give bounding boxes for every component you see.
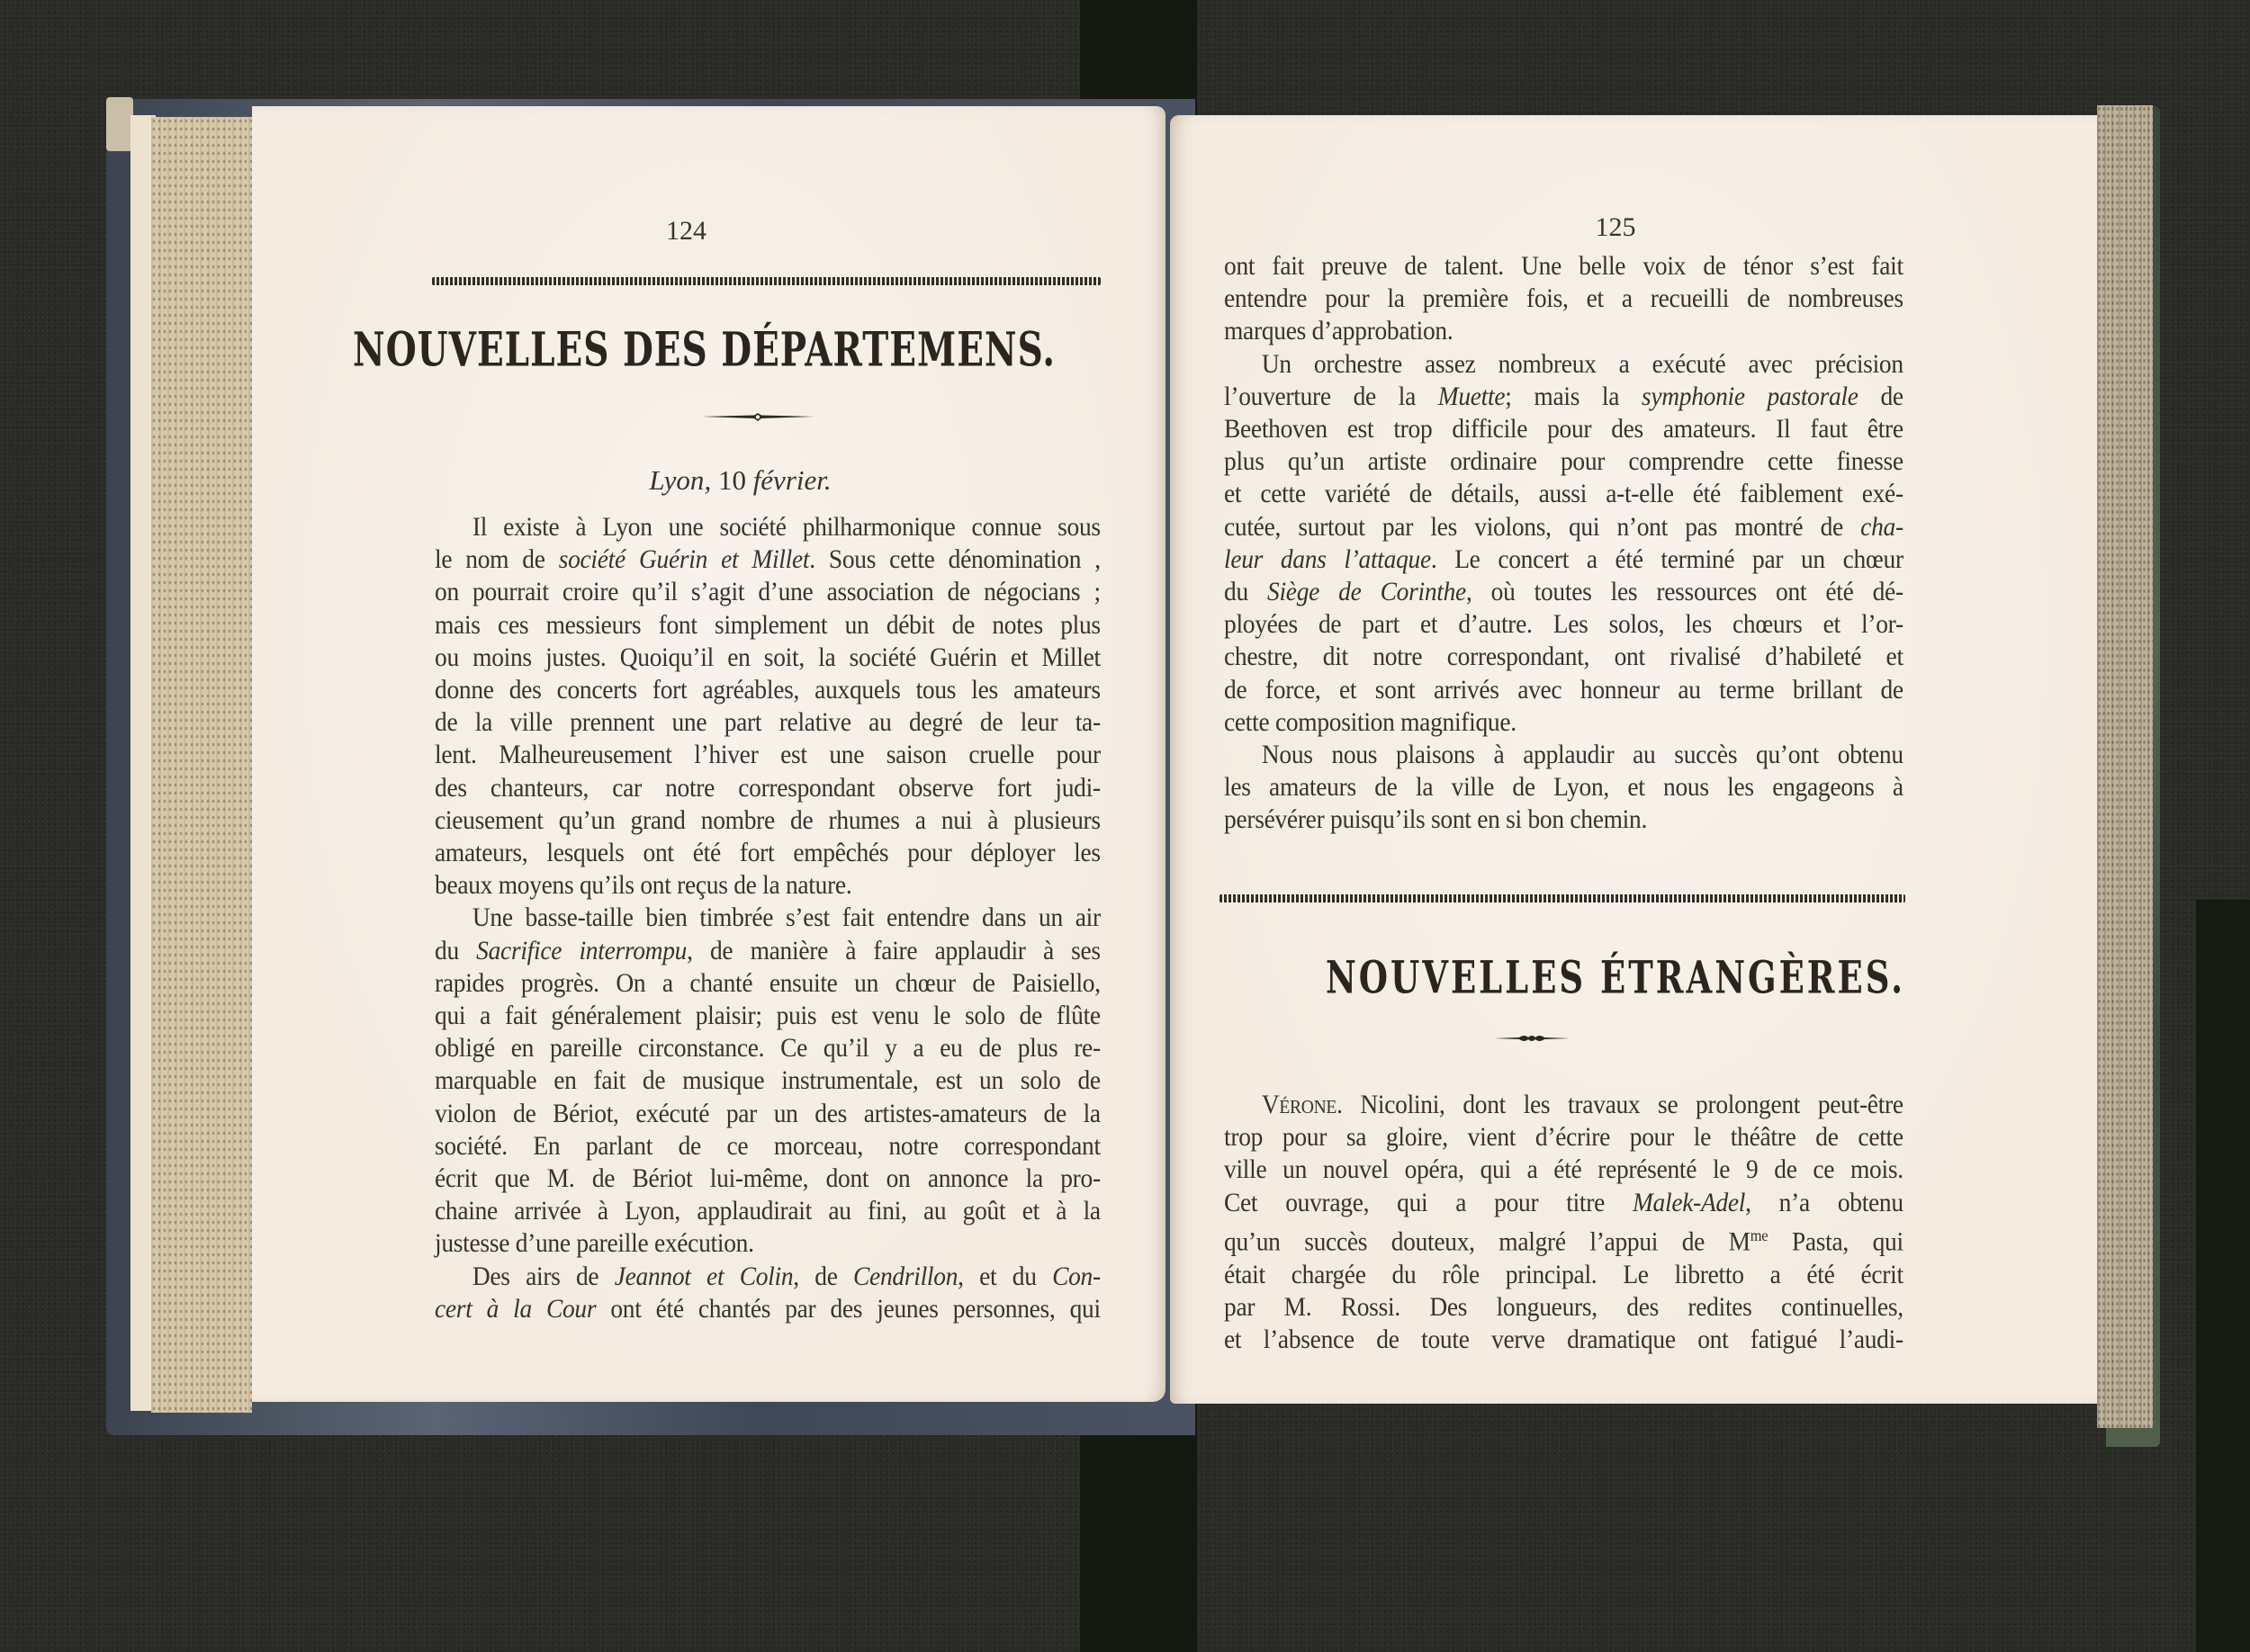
right-page-body-top: [1224, 250, 1904, 837]
dateline: [284, 464, 1197, 497]
text-line: [435, 1195, 1101, 1227]
text-run: beaux moyens qu’ils ont reçus de la nature.: [435, 871, 852, 901]
text-run: marques d’approbation.: [1224, 317, 1454, 346]
text-run: mais ces messieurs font simplement un débit de notes plus: [435, 610, 1101, 640]
text-run: l’ouverture de la: [1224, 382, 1438, 411]
text-line: [435, 609, 1101, 642]
text-line: [435, 804, 1101, 837]
small-caps-text: Vérone: [1261, 1091, 1337, 1119]
book-cover-worn-corner: [106, 97, 133, 151]
text-run: écrit que M. de Bériot lui-même, dont on annonce la pro-: [435, 1164, 1101, 1194]
text-run: ou moins justes. Quoiqu’il en soit, la société Guérin et Millet: [435, 642, 1101, 672]
paragraph: [1224, 250, 1904, 348]
text-run: chestre, dit notre correspondant, ont rivalisé d’habileté et: [1224, 642, 1904, 672]
text-run: ployées de part et d’autre. Les solos, les chœurs et l’or-: [1224, 610, 1904, 640]
text-line: [1224, 445, 1904, 478]
text-line: [435, 1293, 1101, 1325]
text-line: [1224, 478, 1904, 510]
ornament-divider-icon: [702, 412, 814, 421]
text-line: [1224, 381, 1904, 413]
text-line: [435, 1227, 1101, 1260]
text-run: on pourrait croire qu’il s’agit d’une association de négocians ;: [435, 578, 1101, 607]
text-line: [1224, 1154, 1904, 1186]
text-line: [1224, 1187, 1904, 1219]
text-run: qui a fait généralement plaisir; puis est venu le solo de flûte: [435, 1001, 1101, 1031]
text-line: [435, 837, 1101, 869]
text-line: [435, 1163, 1101, 1195]
text-line: [1224, 1324, 1904, 1356]
wavy-rule-divider: [432, 277, 1101, 285]
text-run: société. En parlant de ce morceau, notre correspondant: [435, 1131, 1101, 1161]
text-run: ont fait preuve de talent. Une belle voix de ténor s’est fait: [1224, 252, 1904, 281]
text-line: [435, 642, 1101, 674]
text-line: [435, 1000, 1101, 1032]
text-line: [1224, 608, 1904, 641]
italic-text: société Guérin et Millet: [558, 545, 810, 575]
text-run: cieusement qu’un grand nombre de rhumes a nui à plusieurs: [435, 805, 1101, 835]
paragraph: [435, 511, 1101, 902]
wavy-rule-divider: [1220, 894, 1905, 902]
right-page-body-bottom: [1224, 1089, 1904, 1356]
text-run: trop pour sa gloire, vient d’écrire pour le théâtre de cette: [1224, 1123, 1904, 1153]
text-run: , de: [793, 1261, 854, 1291]
text-line: [1224, 771, 1904, 804]
text-run: de: [1858, 382, 1904, 411]
paragraph: [435, 1261, 1101, 1325]
text-line: [1224, 315, 1904, 347]
text-line: [435, 1098, 1101, 1130]
text-run: était chargée du rôle principal. Le libretto a été écrit: [1224, 1260, 1904, 1289]
text-line: [435, 576, 1101, 608]
text-run: Nous nous plaisons à applaudir au succès qu’ont obtenu: [1261, 741, 1904, 770]
text-run: les amateurs de la ville de Lyon, et nous les engageons à: [1224, 773, 1904, 803]
text-line: [1224, 1219, 1904, 1259]
left-page: [252, 106, 1166, 1402]
text-line: [435, 1064, 1101, 1097]
text-run: ; mais la: [1505, 382, 1642, 411]
page-block-right-edge: [2097, 105, 2153, 1428]
text-line: [435, 772, 1101, 804]
text-line: [435, 869, 1101, 902]
text-line: [435, 967, 1101, 1000]
text-run: par M. Rossi. Des longueurs, des redites continuelles,: [1224, 1292, 1904, 1322]
dateline-separator: ,: [704, 464, 718, 496]
text-line: [435, 739, 1101, 771]
text-run: Beethoven est trop difficile pour des amateurs. Il faut être: [1224, 415, 1904, 444]
text-run: cette composition magnifique.: [1224, 707, 1516, 737]
italic-text: Muette: [1437, 382, 1506, 411]
text-run: rapides progrès. On a chanté ensuite un chœur de Paisiello,: [435, 968, 1101, 998]
page-block-left-edge: [151, 117, 252, 1413]
text-run: , n’a obtenu: [1745, 1188, 1904, 1217]
text-line: [1224, 1121, 1904, 1154]
text-run: lent. Malheureusement l’hiver est une saison cruelle pour: [435, 741, 1101, 770]
text-line: [1224, 543, 1904, 576]
text-run: justesse d’une pareille exécution.: [435, 1229, 754, 1259]
text-line: [1224, 576, 1904, 608]
italic-text: Siège de Corinthe: [1267, 578, 1466, 607]
paragraph: [1224, 348, 1904, 739]
text-run: , où toutes les ressources ont été dé-: [1465, 578, 1904, 607]
text-line: [1224, 739, 1904, 771]
italic-text: Jeannot et Colin: [614, 1261, 794, 1291]
italic-text: leur dans l’attaque: [1224, 544, 1431, 574]
text-run: amateurs, lesquels ont été fort empêchés pour déployer les: [435, 839, 1101, 868]
text-run: Des airs de: [472, 1261, 615, 1291]
text-run: du: [1224, 578, 1268, 607]
text-run: persévérer puisqu’ils sont en si bon chemin.: [1224, 805, 1648, 835]
right-page: [1170, 115, 2097, 1404]
italic-text: cha-: [1860, 512, 1904, 542]
left-page-body: [435, 511, 1101, 1325]
text-run: ville un nouvel opéra, qui a été représenté le 9 de ce mois.: [1224, 1155, 1904, 1185]
italic-text: Sacrifice interrompu: [476, 936, 688, 965]
text-line: [1224, 674, 1904, 706]
text-line: [435, 1032, 1101, 1064]
text-run: chaine arrivée à Lyon, applaudirait au fini, au goût et à la: [435, 1197, 1101, 1226]
text-line: [1224, 250, 1904, 283]
paragraph: [1224, 739, 1904, 837]
paragraph: [435, 902, 1101, 1260]
text-run: donne des concerts fort agréables, auxquels tous les amateurs: [435, 676, 1101, 705]
text-run: , de manière à faire applaudir à ses: [687, 936, 1101, 965]
text-run: me: [1750, 1226, 1768, 1244]
background-shadow-corner: [2196, 900, 2250, 1652]
italic-text: cert à la Cour: [435, 1294, 597, 1324]
text-run: . Nicolini, dont les travaux se prolongent peut-être: [1336, 1091, 1904, 1119]
text-line: [1224, 1291, 1904, 1324]
text-run: Il existe à Lyon une société philharmonique connue sous: [472, 513, 1101, 542]
section-heading: NOUVELLES DES DÉPARTEMENS.: [353, 322, 1056, 379]
text-run: Une basse-taille bien timbrée s’est fait entendre dans un air: [472, 903, 1101, 933]
text-run: le nom de: [435, 545, 559, 575]
text-run: cutée, surtout par les violons, qui n’ont pas montré de: [1224, 512, 1861, 542]
italic-text: Cendrillon: [853, 1261, 958, 1291]
text-run: Pasta, qui: [1768, 1227, 1904, 1257]
text-run: . Le concert a été terminé par un chœur: [1430, 544, 1904, 574]
dateline-day: 10: [717, 464, 746, 496]
text-line: [1224, 1259, 1904, 1291]
text-run: ont été chantés par des jeunes personnes, qui: [596, 1294, 1101, 1324]
text-run: entendre pour la première fois, et a recueilli de nombreuses: [1224, 284, 1904, 314]
text-line: [1224, 348, 1904, 381]
text-run: de la ville prennent une part relative au degré de leur ta-: [435, 708, 1101, 738]
text-line: [1224, 511, 1904, 543]
text-line: [1224, 641, 1904, 673]
text-line: [435, 511, 1101, 543]
dateline-city: Lyon: [649, 464, 705, 496]
ornament-divider-icon: [1494, 1033, 1570, 1042]
page-number: 125: [1595, 212, 1636, 242]
text-run: marquable en fait de musique instrumentale, est un solo de: [435, 1066, 1101, 1096]
text-line: [435, 674, 1101, 706]
italic-text: Malek-Adel: [1632, 1188, 1746, 1217]
text-line: [435, 1130, 1101, 1163]
dateline-month: février.: [752, 464, 832, 496]
text-line: [435, 1261, 1101, 1293]
text-line: [1224, 706, 1904, 739]
text-line: [1224, 283, 1904, 315]
text-run: des chanteurs, car notre correspondant observe fort judi-: [435, 773, 1101, 803]
page-number: 124: [666, 216, 706, 246]
italic-text: Con-: [1052, 1261, 1101, 1291]
text-run: de force, et sont arrivés avec honneur au terme brillant de: [1224, 675, 1904, 705]
text-run: Cet ouvrage, qui a pour titre: [1224, 1188, 1633, 1217]
text-run: et l’absence de toute verve dramatique ont fatigué l’audi-: [1224, 1325, 1904, 1355]
text-run: plus qu’un artiste ordinaire pour comprendre cette finesse: [1224, 447, 1904, 477]
text-run: obligé en pareille circonstance. Ce qu’il y a eu de plus re-: [435, 1034, 1101, 1064]
text-line: [435, 902, 1101, 934]
italic-text: symphonie pastorale: [1641, 382, 1858, 411]
text-run: . Sous cette dénomination ,: [809, 545, 1101, 575]
text-line: [1224, 804, 1904, 836]
text-run: du: [435, 936, 477, 965]
text-line: [1224, 413, 1904, 445]
text-line: [435, 935, 1101, 967]
text-run: qu’un succès douteux, malgré l’appui de M: [1224, 1227, 1750, 1257]
section-heading: NOUVELLES ÉTRANGÈRES.: [1325, 950, 1906, 1004]
text-run: et cette variété de détails, aussi a-t-elle été faiblement exé-: [1224, 480, 1904, 509]
text-line: [1224, 1089, 1904, 1121]
text-run: violon de Bériot, exécuté par un des artistes-amateurs de la: [435, 1099, 1101, 1128]
text-line: [435, 543, 1101, 576]
paragraph: [1224, 1089, 1904, 1356]
text-run: , et du: [958, 1261, 1053, 1291]
text-run: Un orchestre assez nombreux a exécuté avec précision: [1261, 349, 1904, 379]
text-line: [435, 706, 1101, 739]
